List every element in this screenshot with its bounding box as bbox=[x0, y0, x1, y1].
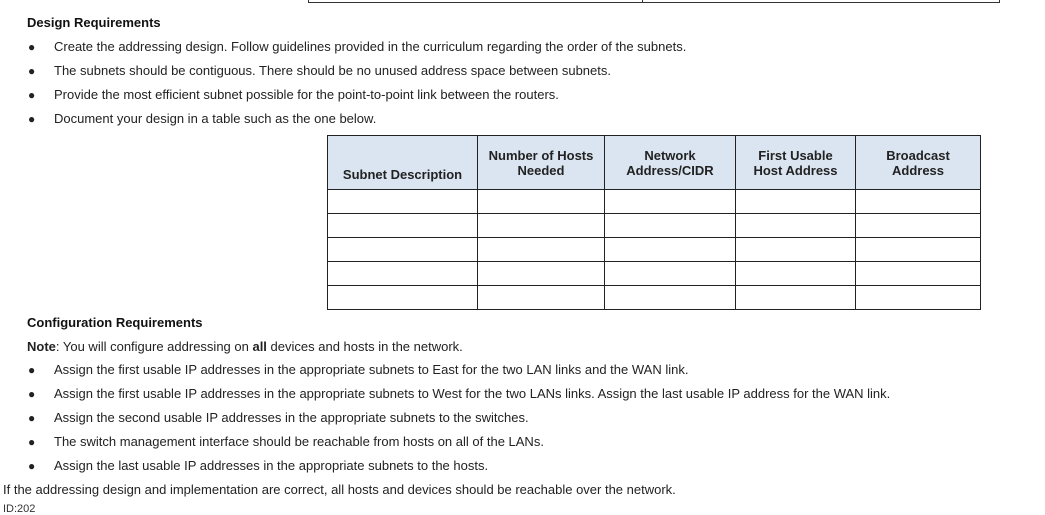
table-cell[interactable] bbox=[478, 238, 605, 262]
table-cell[interactable] bbox=[856, 190, 981, 214]
table-cell[interactable] bbox=[605, 262, 736, 286]
id-label: ID:202 bbox=[3, 503, 36, 515]
table-row bbox=[328, 262, 981, 286]
table-row bbox=[328, 214, 981, 238]
table-cell[interactable] bbox=[856, 262, 981, 286]
table-cell[interactable] bbox=[736, 238, 856, 262]
bullet-icon: ● bbox=[28, 64, 36, 78]
list-item: ● Create the addressing design. Follow guidelines provided in the curriculum regarding the order of the subnets. bbox=[27, 35, 686, 59]
table-cell[interactable] bbox=[605, 238, 736, 262]
list-item: ● Assign the first usable IP addresses in the appropriate subnets to West for the two LANs links. Assign the last usable IP address for the WAN link. bbox=[27, 382, 890, 406]
table-row bbox=[328, 190, 981, 214]
note-emphasis: all bbox=[252, 339, 267, 354]
table-cell[interactable] bbox=[736, 214, 856, 238]
list-item: ● Document your design in a table such as the one below. bbox=[27, 107, 686, 131]
design-requirements-list bbox=[27, 35, 686, 131]
table-cell[interactable] bbox=[856, 214, 981, 238]
bullet-icon: ● bbox=[28, 363, 36, 377]
table-cell[interactable] bbox=[736, 190, 856, 214]
table-cell[interactable] bbox=[856, 286, 981, 310]
table-row bbox=[328, 286, 981, 310]
note-label: Note bbox=[27, 339, 56, 354]
addressing-design-table bbox=[327, 135, 981, 310]
previous-table-fragment bbox=[308, 0, 1000, 3]
bullet-icon: ● bbox=[28, 88, 36, 102]
bullet-icon: ● bbox=[28, 387, 36, 401]
table-row bbox=[328, 238, 981, 262]
table-cell[interactable] bbox=[328, 214, 478, 238]
header-number-of-hosts: Number of Hosts Needed bbox=[478, 136, 605, 190]
design-requirements-heading: Design Requirements bbox=[27, 15, 161, 30]
header-broadcast: Broadcast Address bbox=[856, 136, 981, 190]
table-cell[interactable] bbox=[605, 214, 736, 238]
bullet-icon: ● bbox=[28, 459, 36, 473]
table-cell[interactable] bbox=[328, 286, 478, 310]
configuration-requirements-heading: Configuration Requirements bbox=[27, 315, 203, 330]
header-network-address: Network Address/CIDR bbox=[605, 136, 736, 190]
table-cell[interactable] bbox=[605, 190, 736, 214]
header-subnet-description: Subnet Description bbox=[328, 136, 478, 190]
bullet-icon: ● bbox=[28, 411, 36, 425]
list-item: ● Assign the last usable IP addresses in the appropriate subnets to the hosts. bbox=[27, 454, 890, 478]
list-item: ● Assign the second usable IP addresses in the appropriate subnets to the switches. bbox=[27, 406, 890, 430]
footer-text: If the addressing design and implementation are correct, all hosts and devices should be reachable over the network. bbox=[3, 482, 676, 497]
table-cell[interactable] bbox=[605, 286, 736, 310]
table-cell[interactable] bbox=[478, 190, 605, 214]
table-cell[interactable] bbox=[736, 286, 856, 310]
bullet-icon: ● bbox=[28, 112, 36, 126]
table-header-row bbox=[328, 136, 981, 190]
table-cell[interactable] bbox=[328, 262, 478, 286]
header-first-usable: First Usable Host Address bbox=[736, 136, 856, 190]
list-item: ● Assign the first usable IP addresses in the appropriate subnets to East for the two LAN links and the WAN link. bbox=[27, 358, 890, 382]
note-line: Note: You will configure addressing on all devices and hosts in the network. bbox=[27, 339, 463, 354]
table-cell[interactable] bbox=[478, 214, 605, 238]
list-item: ● Provide the most efficient subnet possible for the point-to-point link between the routers. bbox=[27, 83, 686, 107]
table-cell[interactable] bbox=[856, 238, 981, 262]
configuration-requirements-list bbox=[27, 358, 890, 478]
table-cell[interactable] bbox=[736, 262, 856, 286]
table-cell[interactable] bbox=[328, 238, 478, 262]
table-cell[interactable] bbox=[478, 262, 605, 286]
table-cell[interactable] bbox=[328, 190, 478, 214]
bullet-icon: ● bbox=[28, 40, 36, 54]
list-item: ● The switch management interface should be reachable from hosts on all of the LANs. bbox=[27, 430, 890, 454]
list-item: ● The subnets should be contiguous. There should be no unused address space between subnets. bbox=[27, 59, 686, 83]
bullet-icon: ● bbox=[28, 435, 36, 449]
table-cell[interactable] bbox=[478, 286, 605, 310]
